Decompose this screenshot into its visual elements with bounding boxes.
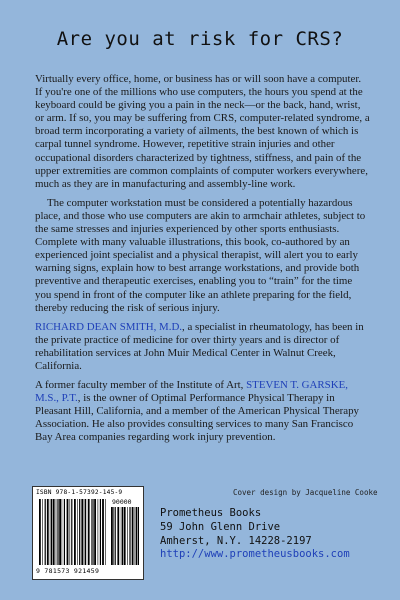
barcode-bar [53, 499, 55, 565]
barcode-bar [91, 499, 92, 565]
barcode-bar [62, 499, 63, 565]
barcode-bar [127, 507, 128, 565]
barcode-bar [129, 507, 130, 565]
barcode-bar [45, 499, 46, 565]
barcode-bar [77, 499, 78, 565]
back-cover-title: Are you at risk for CRS? [56, 28, 344, 50]
barcode-bar [115, 507, 116, 565]
barcode-bar [74, 499, 76, 565]
barcode-bar [57, 499, 58, 565]
isbn-barcode [32, 486, 144, 580]
author-bio-smith: , a specialist in rheumatology, has been in the private practice of medicine for over thirty years and is director of rehabilitation services at John Muir Medical Center in Walnut Creek, California. [35, 320, 364, 372]
barcode-bar [138, 507, 139, 565]
price-addon-label: 90000 [112, 498, 132, 506]
barcode-bar [81, 499, 83, 565]
publisher-block [160, 507, 350, 562]
barcode-bar [121, 507, 122, 565]
publisher-name: Prometheus Books [160, 507, 262, 519]
barcode-bar [42, 499, 43, 565]
barcode-bar [132, 507, 134, 565]
paragraph-author-smith [35, 321, 370, 373]
description-text [35, 73, 370, 451]
author-bio-garske: , is the owner of Optimal Performance Physical Therapy in Pleasant Hill, California, and a member of the American Physical Therapy Association. He also provides consulting services to many San Francisco Bay Area companies regarding work injury prevention. [35, 392, 360, 444]
barcode-bar [117, 507, 119, 565]
barcode-bar [51, 499, 52, 565]
barcode-bar [136, 507, 137, 565]
barcode-bar [39, 499, 41, 565]
barcode-bar [105, 499, 106, 565]
isbn-label: ISBN 978-1-57392-145-9 [36, 489, 123, 496]
paragraph-workstation: The computer workstation must be considered a potentially hazardous place, and those who use computers are akin to armchair athletes, subject to the same stresses and injuries experienced by other sports enthusiasts. Complete with many valuable illustrations, this book, co-authored by an experienced joint specialist and a physical therapist, will alert you to early warning signs, explain how to best arrange workstations, and provide both preventive and therapeutic exercises, enabling you to “train” for the time you spend in front of the computer like an athlete preparing for the field, thereby reducing the risk of serious injury. [35, 196, 366, 314]
barcode-bar [84, 499, 85, 565]
barcode-bar [94, 499, 96, 565]
cover-design-credit: Cover design by Jacqueline Cooke [233, 488, 378, 497]
barcode-bar [113, 507, 114, 565]
publisher-city: Amherst, N.Y. 14228-2197 [160, 534, 312, 547]
barcode-bar [100, 499, 101, 565]
barcode-bar [56, 499, 57, 565]
paragraph-intro: Virtually every office, home, or business has or will soon have a computer. If you're one of the millions who use computers, the hours you spend at the keyboard could be giving you a pain in the neck—or the back, hand, wrist, or arm. If so, you may be suffering from CRS, computer-related syndrome, a broad term incorporating a variety of ailments, the best known of which is carpal tunnel syndrome. However, repetitive strain injuries and other occupational disorders characterized by tightness, stiffness, and pain of the upper extremities are common complaints of computer workers everywhere, much as they are in manufacturing and assembly-line work. [35, 73, 370, 190]
barcode-bar [98, 499, 99, 565]
barcode-bar [102, 499, 104, 565]
barcode-bar [135, 507, 136, 565]
barcode-bar [122, 507, 123, 565]
barcode-bar [47, 499, 49, 565]
publisher-url[interactable]: http://www.prometheusbooks.com [160, 548, 350, 561]
barcode-bar [79, 499, 80, 565]
barcode-bar [92, 499, 93, 565]
addon-barcode-bars [111, 507, 139, 565]
barcode-bar [50, 499, 51, 565]
barcode-digits: 9 781573 921459 [36, 567, 100, 575]
publisher-street: 59 John Glenn Drive [160, 520, 281, 533]
author-bio-garske-intro: A former faculty member of the Institute of Art, [35, 379, 247, 392]
barcode-bar [59, 499, 61, 565]
barcode-bar [71, 499, 72, 565]
barcode-bar [88, 499, 90, 565]
author-name-smith: RICHARD DEAN SMITH, M.D. [35, 320, 183, 333]
ean-barcode-bars [39, 499, 107, 565]
barcode-bar [67, 499, 69, 565]
barcode-bar [70, 499, 71, 565]
barcode-bar [111, 507, 113, 565]
barcode-bar [64, 499, 65, 565]
barcode-bar [124, 507, 126, 565]
paragraph-author-garske [35, 379, 370, 444]
author-name-garske: STEVEN T. GARSKE, M.S., P.T. [35, 379, 348, 405]
barcode-bar [85, 499, 86, 565]
